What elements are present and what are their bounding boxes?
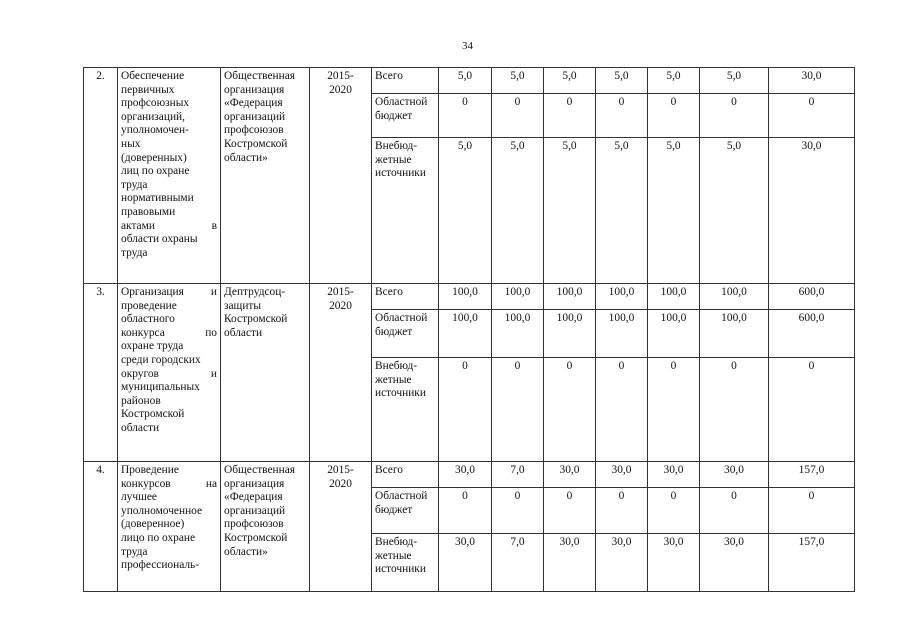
year-value: 30,0 bbox=[700, 462, 769, 488]
funding-source bbox=[372, 534, 439, 592]
year-value: 30,0 bbox=[596, 534, 648, 592]
text-line: защиты bbox=[224, 299, 262, 312]
table-row bbox=[84, 68, 855, 94]
period bbox=[310, 284, 372, 462]
text-line: лицо по охране bbox=[121, 531, 196, 544]
year-value: 0 bbox=[439, 358, 492, 462]
funding-source bbox=[372, 358, 439, 462]
year-value: 0 bbox=[439, 488, 492, 534]
table-row bbox=[84, 284, 855, 310]
year-value: 5,0 bbox=[492, 68, 544, 94]
year-value: 100,0 bbox=[700, 284, 769, 310]
year-value: 100,0 bbox=[439, 284, 492, 310]
funding-source bbox=[372, 310, 439, 358]
text-line: профсоюзов bbox=[224, 518, 284, 531]
year-value: 30,0 bbox=[700, 534, 769, 592]
funding-source bbox=[372, 94, 439, 138]
text-line: охране труда bbox=[121, 340, 184, 353]
text-line: Внебюд- bbox=[375, 140, 418, 152]
text-line: организаций, bbox=[121, 110, 185, 123]
year-value: 5,0 bbox=[596, 68, 648, 94]
year-value: 0 bbox=[596, 488, 648, 534]
total-value: 30,0 bbox=[769, 68, 855, 94]
year-value: 5,0 bbox=[439, 138, 492, 284]
text-line: уполномочен- bbox=[121, 124, 189, 137]
text-line: Всего bbox=[375, 70, 403, 82]
year-value: 100,0 bbox=[596, 284, 648, 310]
year-value: 100,0 bbox=[492, 284, 544, 310]
measure-name bbox=[118, 68, 221, 284]
text-line: Костромской bbox=[224, 313, 288, 326]
year-value: 0 bbox=[544, 488, 596, 534]
text-line: организация bbox=[224, 477, 285, 490]
text-line: Всего bbox=[375, 286, 403, 298]
year-value: 5,0 bbox=[648, 68, 700, 94]
text-line: 2015- bbox=[327, 70, 354, 82]
text-line: лучшее bbox=[121, 491, 157, 504]
funding-source bbox=[372, 284, 439, 310]
year-value: 100,0 bbox=[700, 310, 769, 358]
text-line: организаций bbox=[224, 504, 286, 517]
total-value: 0 bbox=[769, 358, 855, 462]
year-value: 0 bbox=[439, 94, 492, 138]
text-line: конкурса по bbox=[121, 326, 217, 339]
text-line: Всего bbox=[375, 464, 403, 476]
period bbox=[310, 68, 372, 284]
total-value: 600,0 bbox=[769, 310, 855, 358]
text-line: 2015- bbox=[327, 286, 354, 298]
funding-source bbox=[372, 138, 439, 284]
text-line: уполномоченное bbox=[121, 504, 203, 517]
text-line: труда bbox=[121, 246, 148, 259]
year-value: 100,0 bbox=[492, 310, 544, 358]
year-value: 5,0 bbox=[492, 138, 544, 284]
year-value: 0 bbox=[648, 358, 700, 462]
year-value: 30,0 bbox=[439, 462, 492, 488]
text-line: районов bbox=[121, 394, 161, 407]
text-line: ных bbox=[121, 137, 141, 150]
text-line: бюджет bbox=[375, 503, 413, 516]
text-line: Областной bbox=[375, 490, 428, 502]
text-line: Костромской bbox=[121, 408, 185, 421]
text-line: Общественная bbox=[224, 70, 296, 82]
text-line: источники bbox=[375, 387, 426, 400]
total-value: 157,0 bbox=[769, 534, 855, 592]
total-value: 157,0 bbox=[769, 462, 855, 488]
year-value: 5,0 bbox=[700, 138, 769, 284]
year-value: 0 bbox=[700, 358, 769, 462]
text-line: области охраны bbox=[121, 233, 198, 246]
page-number: 34 bbox=[462, 40, 473, 52]
text-line: области bbox=[121, 421, 160, 434]
row-number: 3. bbox=[84, 284, 118, 462]
year-value: 0 bbox=[492, 488, 544, 534]
year-value: 0 bbox=[492, 358, 544, 462]
funding-source bbox=[372, 462, 439, 488]
executor bbox=[221, 68, 310, 284]
year-value: 0 bbox=[700, 94, 769, 138]
year-value: 5,0 bbox=[544, 68, 596, 94]
measure-name bbox=[118, 284, 221, 462]
text-line: труда bbox=[121, 545, 148, 558]
year-value: 100,0 bbox=[544, 310, 596, 358]
year-value: 0 bbox=[492, 94, 544, 138]
text-line: 2020 bbox=[329, 477, 352, 490]
text-line: труда bbox=[121, 178, 148, 191]
year-value: 5,0 bbox=[700, 68, 769, 94]
year-value: 0 bbox=[648, 488, 700, 534]
year-value: 100,0 bbox=[648, 310, 700, 358]
text-line: профессиональ- bbox=[121, 559, 200, 572]
text-line: 2020 bbox=[329, 299, 352, 312]
text-line: Организация и bbox=[121, 286, 217, 298]
text-line: профсоюзных bbox=[121, 97, 190, 110]
total-value: 600,0 bbox=[769, 284, 855, 310]
text-line: 2020 bbox=[329, 83, 352, 96]
total-value: 0 bbox=[769, 94, 855, 138]
year-value: 0 bbox=[700, 488, 769, 534]
total-value: 0 bbox=[769, 488, 855, 534]
executor bbox=[221, 462, 310, 592]
year-value: 100,0 bbox=[544, 284, 596, 310]
text-line: первичных bbox=[121, 83, 175, 96]
text-line: лиц по охране bbox=[121, 165, 190, 178]
text-line: «Федерация bbox=[224, 491, 283, 504]
text-line: области» bbox=[224, 151, 268, 164]
year-value: 5,0 bbox=[596, 138, 648, 284]
year-value: 0 bbox=[544, 358, 596, 462]
year-value: 30,0 bbox=[544, 534, 596, 592]
text-line: Дептрудсоц- bbox=[224, 286, 286, 298]
text-line: 2015- bbox=[327, 464, 354, 476]
year-value: 7,0 bbox=[492, 534, 544, 592]
table-row bbox=[84, 462, 855, 488]
executor bbox=[221, 284, 310, 462]
text-line: нормативными bbox=[121, 192, 194, 205]
text-line: бюджет bbox=[375, 325, 413, 338]
text-line: округов и bbox=[121, 367, 217, 380]
text-line: (доверенное) bbox=[121, 518, 185, 531]
text-line: Костромской bbox=[224, 531, 288, 544]
year-value: 30,0 bbox=[544, 462, 596, 488]
text-line: области» bbox=[224, 545, 268, 558]
text-line: Областной bbox=[375, 312, 428, 324]
funding-source bbox=[372, 68, 439, 94]
text-line: Внебюд- bbox=[375, 360, 418, 372]
text-line: Общественная bbox=[224, 464, 296, 476]
measure-name bbox=[118, 462, 221, 592]
year-value: 0 bbox=[596, 94, 648, 138]
year-value: 5,0 bbox=[544, 138, 596, 284]
text-line: областного bbox=[121, 313, 175, 326]
text-line: организаций bbox=[224, 110, 286, 123]
program-measures-table bbox=[83, 67, 855, 592]
year-value: 7,0 bbox=[492, 462, 544, 488]
year-value: 100,0 bbox=[596, 310, 648, 358]
year-value: 30,0 bbox=[648, 462, 700, 488]
row-number: 2. bbox=[84, 68, 118, 284]
text-line: организация bbox=[224, 83, 285, 96]
text-line: жетные bbox=[375, 373, 412, 386]
funding-source bbox=[372, 488, 439, 534]
text-line: жетные bbox=[375, 549, 412, 562]
year-value: 30,0 bbox=[596, 462, 648, 488]
year-value: 30,0 bbox=[648, 534, 700, 592]
text-line: конкурсов на bbox=[121, 477, 217, 490]
text-line: жетные bbox=[375, 153, 412, 166]
text-line: муниципальных bbox=[121, 381, 200, 394]
text-line: Обеспечение bbox=[121, 70, 185, 82]
text-line: среди городских bbox=[121, 353, 201, 366]
text-line: Внебюд- bbox=[375, 536, 418, 548]
text-line: источники bbox=[375, 167, 426, 180]
year-value: 100,0 bbox=[648, 284, 700, 310]
text-line: актами в bbox=[121, 219, 217, 232]
year-value: 30,0 bbox=[439, 534, 492, 592]
text-line: бюджет bbox=[375, 109, 413, 122]
text-line: источники bbox=[375, 563, 426, 576]
year-value: 5,0 bbox=[439, 68, 492, 94]
year-value: 5,0 bbox=[648, 138, 700, 284]
text-line: Костромской bbox=[224, 137, 288, 150]
total-value: 30,0 bbox=[769, 138, 855, 284]
year-value: 0 bbox=[544, 94, 596, 138]
text-line: области bbox=[224, 326, 263, 339]
text-line: профсоюзов bbox=[224, 124, 284, 137]
text-line: Областной bbox=[375, 96, 428, 108]
text-line: проведение bbox=[121, 299, 177, 312]
text-line: Проведение bbox=[121, 464, 179, 476]
text-line: (доверенных) bbox=[121, 151, 187, 164]
text-line: правовыми bbox=[121, 205, 176, 218]
year-value: 0 bbox=[648, 94, 700, 138]
year-value: 0 bbox=[596, 358, 648, 462]
row-number: 4. bbox=[84, 462, 118, 592]
year-value: 100,0 bbox=[439, 310, 492, 358]
text-line: «Федерация bbox=[224, 97, 283, 110]
period bbox=[310, 462, 372, 592]
